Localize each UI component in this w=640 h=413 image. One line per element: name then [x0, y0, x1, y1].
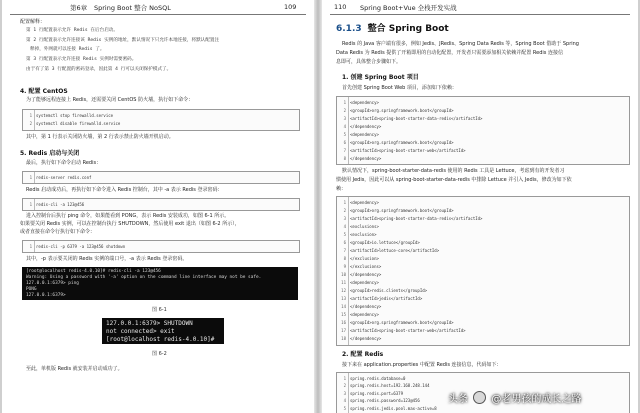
line-number: 4: [343, 224, 346, 229]
code-line: <artifactId>spring-boot-starter-web</artifactId>: [350, 328, 466, 333]
code-line: <groupId>org.springframework.boot</groupId>: [350, 108, 454, 113]
line-number: 11: [341, 280, 346, 285]
step-2-text: 接下来在 application.properties 中配置 Redis 连接信息，代码如下：: [342, 362, 502, 368]
line-number: 7: [343, 148, 346, 153]
code-block-jedis-dependencies: [336, 196, 630, 346]
step-1-after-2: 惯使用 Jedis，因此可以从 spring-boot-starter-data-redis 中排除 Lettuce 并引入 Jedis，修改为如下依: [336, 177, 572, 183]
line-number: 6: [343, 140, 346, 145]
line-number: 5: [343, 405, 346, 411]
config-intro: 配置解释：: [20, 19, 46, 25]
code-block-shutdown: 1 redis-cli -p 6379 -a 123@456 shutdown: [22, 240, 300, 253]
line-number: 15: [341, 312, 346, 317]
code-line: <groupId>org.springframework.boot</groupId>: [350, 320, 454, 325]
step-1-after-1: 默认情况下，spring-boot-starter-data-redis 使用的 Redis 工具是 Lettuce，考虑到有的开发者习: [342, 168, 565, 174]
book-title: Spring Boot+Vue 全栈开发实战: [360, 4, 457, 12]
line-number: 7: [343, 248, 346, 253]
code-line: <dependency>: [350, 100, 379, 105]
section-4-title: 4. 配置 CentOS: [20, 88, 68, 95]
code-line: <groupId>io.lettuce</groupId>: [350, 240, 420, 245]
section-number: 6.1.3: [336, 24, 362, 34]
code-block-firewall: 1 systemctl stop firewalld.service 2 systemctl disable firewalld.service: [22, 109, 300, 131]
intro-line-1: Redis 的 Java 客户端有很多，例如 Jedis、JRedis、Spring Data Redis 等，Spring Boot 借助于 Spring: [342, 41, 579, 47]
terminal-line: [root@localhost redis-4.0.10]#: [106, 336, 215, 343]
watermark-handle: @老男孩的成长之路: [491, 394, 582, 405]
book-gutter: [314, 0, 322, 413]
section-4-after: 其中，第 1 行表示关闭防火墙，第 2 行表示禁止防火墙开机启动。: [26, 134, 174, 140]
line-number: 4: [343, 398, 346, 404]
note-4: 由于有了第 3 行配置的密码登录，因此第 4 行可以关闭保护模式了。: [26, 67, 172, 72]
code-line: spring.redis.jedis.pool.max-active=8: [350, 405, 437, 411]
chapter-label: 第6章: [70, 4, 88, 12]
code-line: </exclusions>: [350, 264, 382, 269]
page-number: 109: [284, 3, 297, 11]
section-5-text-4: 其中，-p 表示要关闭的 Redis 实例的端口号，-a 表示 Redis 登录密码。: [26, 256, 188, 262]
code-line: <artifactId>jedis</artifactId>: [350, 296, 423, 301]
intro-line-2: Data Redis 为 Redis 提供了开箱即用的自动化配置，开发者只需要添加相关依赖并配置 Redis 连接信: [336, 50, 563, 56]
code-line: </exclusion>: [350, 256, 379, 261]
terminal-line: [root@localhost redis-4.0.10]# redis-cli -a 123@456: [26, 269, 161, 274]
code-line: redis-cli -p 6379 -a 123@456 shutdown: [36, 244, 126, 249]
section-title: 整合 Spring Boot: [367, 24, 449, 34]
line-number: 9: [343, 264, 346, 269]
section-5-text-2: Redis 启动成功后，再执行如下命令进入 Redis 控制台，其中 -a 表示 Redis 登录密码：: [26, 187, 223, 193]
code-line: systemctl stop firewalld.service: [36, 113, 114, 118]
terminal-screenshot-ping: [22, 267, 298, 300]
code-line: systemctl disable firewalld.service: [36, 121, 121, 126]
code-line: <exclusion>: [350, 232, 377, 237]
code-line: <groupId>org.springframework.boot</groupId>: [350, 208, 454, 213]
terminal-line: 127.0.0.1:6379> SHUTDOWN: [106, 320, 193, 327]
section-4-text: 为了能够远程连接上 Redis，还需要关闭 CentOS 防火墙，执行如下命令：: [26, 97, 194, 103]
watermark-brand: 头条: [448, 394, 468, 405]
line-number: 12: [341, 288, 346, 293]
code-line: <groupId>redis.clients</groupId>: [350, 288, 428, 293]
line-number: 6: [343, 240, 346, 245]
line-number: 1: [343, 100, 346, 105]
code-line: redis-server redis.conf: [36, 175, 92, 180]
terminal-line: 127.0.0.1:6379>: [26, 293, 66, 298]
section-heading: [336, 21, 449, 34]
terminal-screenshot-shutdown: [102, 318, 224, 344]
code-line: spring.redis.port=6379: [350, 390, 403, 396]
section-5-text: 最后，执行如下命令启动 Redis：: [26, 160, 102, 166]
note-2-cont: 释掉，外网就可以连接 Redis 了。: [30, 47, 105, 52]
code-line: <dependency>: [350, 132, 379, 137]
line-number: 16: [341, 320, 346, 325]
line-number: 5: [343, 132, 346, 137]
code-block-start: 1 redis-server redis.conf: [22, 171, 300, 184]
code-line: <groupId>org.springframework.boot</groupId>: [350, 140, 454, 145]
code-line: <artifactId>spring-boot-starter-data-redis</artifactId>: [350, 216, 483, 221]
note-2: 第 2 行配置表示允许连接该 Redis 实例的地址，默认情况下只允许本地连接，将默认配置注: [26, 38, 220, 43]
figure-6-1-caption: 图 6-1: [152, 307, 167, 313]
code-line: <artifactId>spring-boot-starter-web</artifactId>: [350, 148, 466, 153]
watermark: [448, 390, 581, 405]
terminal-line: Warning: Using a password with '-a' option on the command line interface may not be safe.: [26, 275, 262, 280]
code-line: </dependency>: [350, 304, 382, 309]
line-number: 1: [343, 200, 346, 205]
code-line: <dependency>: [350, 280, 379, 285]
code-line: <artifactId>lettuce-core</artifactId>: [350, 248, 440, 253]
code-line: spring.redis.database=0: [350, 376, 406, 381]
line-number: 5: [343, 232, 346, 237]
line-number: 3: [343, 390, 346, 396]
code-line: <artifactId>spring-boot-starter-data-redis</artifactId>: [350, 116, 483, 121]
chapter-title: Spring Boot 整合 NoSQL: [94, 4, 171, 12]
line-number: 2: [343, 108, 346, 113]
line-number: 3: [343, 216, 346, 221]
step-1-text: 首先创建 Spring Boot Web 项目，添加如下依赖：: [342, 85, 457, 91]
avatar-icon: [473, 391, 486, 404]
code-line: </dependency>: [350, 272, 382, 277]
intro-line-3: 息即可，具体整合步骤如下。: [336, 59, 402, 65]
code-line: <dependency>: [350, 312, 379, 317]
terminal-line: PONG: [26, 287, 37, 292]
line-number: 2: [343, 383, 346, 389]
line-number: 4: [343, 124, 346, 129]
note-3: 第 3 行配置表示允许连接 Redis 实例时需要密码。: [26, 57, 137, 62]
section-5-text-3c: 或者直接在命令行执行如下命令：: [20, 229, 96, 235]
code-block-dependencies: [336, 96, 630, 165]
line-number: 10: [341, 272, 346, 277]
section-5-title: 5. Redis 启动与关闭: [20, 150, 80, 157]
code-line: redis-cli -a 123@456: [36, 202, 85, 207]
code-block-cli: 1 redis-cli -a 123@456: [22, 198, 300, 211]
line-number: 18: [341, 336, 346, 341]
line-number: 17: [341, 328, 346, 333]
step-1-title: 1. 创建 Spring Boot 项目: [342, 74, 419, 81]
page-number: 110: [334, 3, 347, 11]
section-5-text-3b: 如果要关闭 Redis 实例，可以在控制台执行 SHUTDOWN，然后使用 exit 退出（如图 6-2 所示），: [20, 221, 240, 227]
line-number: 14: [341, 304, 346, 309]
code-line: spring.redis.host=192.168.248.144: [350, 383, 430, 389]
note-1: 第 1 行配置表示允许 Redis 在后台启动。: [26, 28, 118, 33]
line-number: 8: [343, 156, 346, 161]
step-1-after-3: 赖：: [336, 186, 347, 192]
line-number: 2: [343, 208, 346, 213]
left-page-header: [10, 3, 306, 15]
code-line: </dependency>: [350, 156, 382, 161]
figure-6-2-caption: 图 6-2: [152, 351, 167, 357]
code-line: </dependency>: [350, 124, 382, 129]
line-number: 8: [343, 256, 346, 261]
left-page: [2, 0, 314, 413]
code-line: <exclusions>: [350, 224, 379, 229]
code-line: </dependency>: [350, 336, 382, 341]
section-5-text-3a: 进入控制台后执行 ping 命令，如果能看到 PONG，表示 Redis 安装成功，如图 6-1 所示。: [26, 213, 230, 219]
code-line: <dependency>: [350, 200, 379, 205]
terminal-line: 127.0.0.1:6379> ping: [26, 281, 79, 286]
line-number: 1: [343, 376, 346, 381]
terminal-line: not connected> exit: [106, 328, 175, 335]
code-line: spring.redis.password=123@456: [350, 398, 420, 404]
line-number: 13: [341, 296, 346, 301]
closing-text: 至此，单机版 Redis 就安装并启动成功了。: [26, 366, 123, 372]
step-2-title: 2. 配置 Redis: [342, 351, 384, 358]
right-page: [322, 0, 638, 413]
right-page-header: [330, 3, 630, 15]
line-number: 3: [343, 116, 346, 121]
